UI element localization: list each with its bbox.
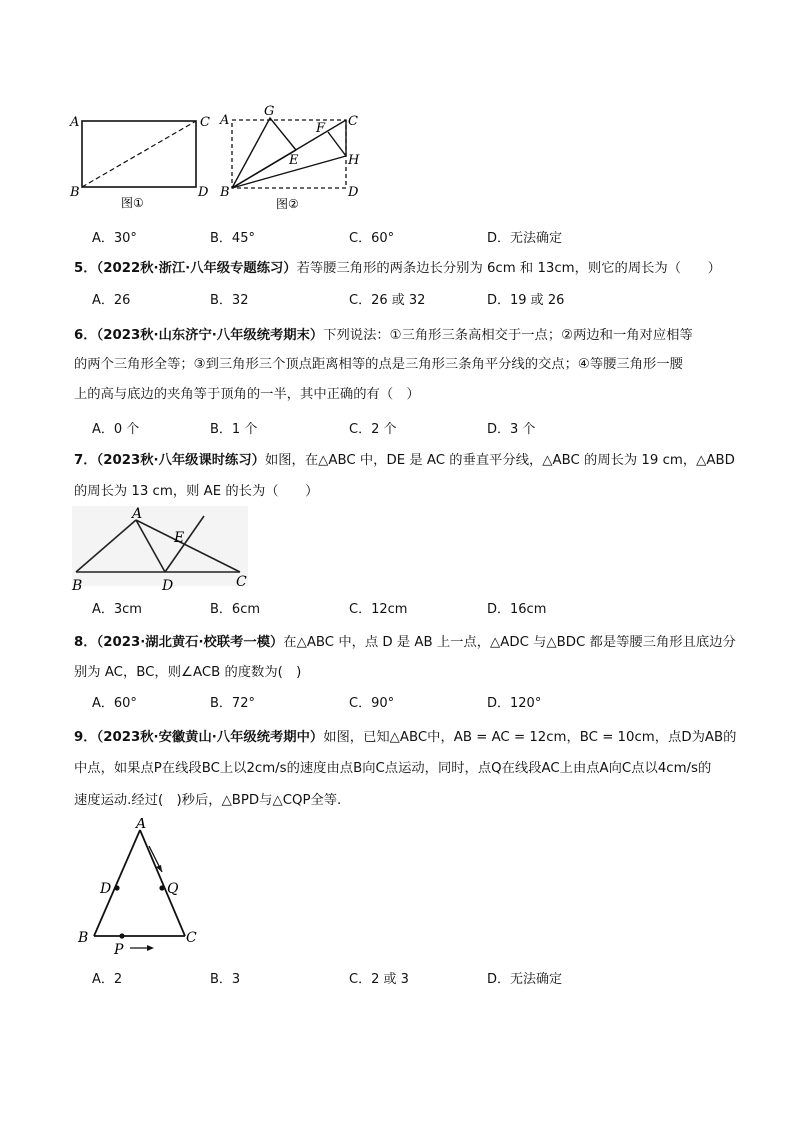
q4-option-a[interactable]: A．30°: [92, 231, 137, 246]
q7-triangle-figure: [70, 504, 260, 596]
q6-option-c[interactable]: C．2 个: [349, 422, 397, 437]
q6-stem-line-2: [74, 355, 683, 375]
fig1-caption: 图①: [121, 196, 144, 210]
q4-options: [92, 230, 732, 248]
q7-option-b[interactable]: B．6cm: [210, 602, 261, 617]
q9-number: 9．: [74, 730, 97, 745]
q6-stem-line-1: [74, 326, 693, 346]
q9-options: [92, 971, 732, 989]
q8-option-b[interactable]: B．72°: [210, 696, 255, 711]
q8-options: [92, 695, 732, 713]
fig1-label-C: C: [200, 115, 210, 130]
q6-source: （2023秋·山东济宁·八年级统考期末）: [96, 328, 324, 343]
q8-number: 8．: [74, 635, 97, 650]
q7-source: （2023秋·八年级课时练习）: [96, 453, 265, 468]
q9-point-D: [114, 885, 119, 890]
fig2-label-G: G: [264, 104, 275, 119]
q5-option-b[interactable]: B．32: [210, 293, 249, 308]
q9-label-C: C: [186, 930, 197, 946]
fig2-label-F: F: [316, 121, 326, 136]
q6-options: [92, 421, 732, 439]
q8-stem-line-2: [74, 663, 301, 683]
q7-option-c[interactable]: C．12cm: [349, 602, 408, 617]
q9-label-P: P: [114, 942, 124, 958]
q8-text-2: 别为 AC，BC，则∠ACB 的度数为( ): [74, 665, 302, 680]
q7-text-2: 的周长为 13 cm，则 AE 的长为（ ）: [74, 484, 319, 499]
q8-stem-line-1: [74, 633, 736, 653]
q8-option-d[interactable]: D．120°: [487, 696, 542, 711]
q4-option-d[interactable]: D．无法确定: [487, 231, 563, 246]
fig2-label-C: C: [348, 114, 358, 129]
fig1-label-B: B: [70, 185, 80, 200]
q7-label-C: C: [236, 574, 247, 590]
q4-option-c[interactable]: C．60°: [349, 231, 395, 246]
q5-options: [92, 292, 732, 310]
figure-1-rectangle: [66, 108, 216, 212]
q7-option-a[interactable]: A．3cm: [92, 602, 142, 617]
fig2-label-E: E: [289, 153, 299, 168]
q5-text: 若等腰三角形的两条边长分别为 6cm 和 13cm，则它的周长为（ ）: [296, 261, 721, 276]
q9-label-B: B: [78, 930, 89, 946]
q5-option-a[interactable]: A．26: [92, 293, 131, 308]
q9-text-3: 速度运动.经过( )秒后，△BPD与△CQP全等.: [74, 793, 342, 808]
q9-text-2: 中点，如果点P在线段BC上以2cm/s的速度由点B向C点运动，同时，点Q在线段AC上由点A向C点以4cm/s的: [74, 761, 712, 776]
q7-number: 7．: [74, 453, 97, 468]
q9-option-b[interactable]: B．3: [210, 972, 241, 987]
q6-option-b[interactable]: B．1 个: [210, 422, 258, 437]
q9-arrow-B-to-C: [147, 945, 154, 951]
q6-text-3: 上的高与底边的夹角等于顶角的一半，其中正确的有（ ）: [74, 387, 420, 402]
q9-label-D: D: [100, 881, 112, 897]
q9-stem-line-1: [74, 728, 736, 748]
fig2-label-H: H: [348, 153, 360, 168]
fig1-label-A: A: [70, 115, 80, 130]
q7-text-1: 如图，在△ABC 中，DE 是 AC 的垂直平分线，△ABC 的周长为 19 cm，△ABD: [264, 453, 735, 468]
q7-label-B: B: [72, 578, 83, 594]
q9-isosceles-triangle-figure: [70, 818, 210, 958]
q9-label-A: A: [136, 818, 147, 832]
q8-option-c[interactable]: C．90°: [349, 696, 395, 711]
q6-stem-line-3: [74, 385, 420, 405]
q5-stem: [74, 259, 721, 279]
fig2-caption: 图②: [276, 197, 299, 211]
q9-text-1: 如图，已知△ABC中，AB = AC = 12cm，BC = 10cm，点D为AB的: [323, 730, 737, 745]
q4-option-b[interactable]: B．45°: [210, 231, 255, 246]
q5-number: 5．: [74, 261, 97, 276]
q8-source: （2023·湖北黄石·校联考一模）: [96, 635, 284, 650]
q7-option-d[interactable]: D．16cm: [487, 602, 547, 617]
q6-text-2: 的两个三角形全等；③到三角形三个顶点距离相等的点是三角形三条角平分线的交点；④等腰三角形一腰: [74, 357, 683, 372]
q5-option-d[interactable]: D．19 或 26: [487, 293, 565, 308]
q7-label-A: A: [132, 506, 143, 522]
q5-option-c[interactable]: C．26 或 32: [349, 293, 426, 308]
fig2-label-A: A: [220, 113, 230, 128]
q6-option-a[interactable]: A．0 个: [92, 422, 140, 437]
q7-stem-line-2: [74, 482, 318, 502]
q6-text-1: 下列说法：①三角形三条高相交于一点；②两边和一角对应相等: [323, 328, 693, 343]
q6-option-d[interactable]: D．3 个: [487, 422, 536, 437]
q7-label-D: D: [162, 578, 174, 594]
q8-option-a[interactable]: A．60°: [92, 696, 137, 711]
q9-point-P: [119, 933, 124, 938]
fig2-label-D: D: [348, 185, 359, 200]
fig2-label-B: B: [220, 185, 230, 200]
q7-options: [92, 601, 732, 619]
q9-option-c[interactable]: C．2 或 3: [349, 972, 409, 987]
fig1-label-D: D: [198, 185, 209, 200]
q9-source: （2023秋·安徽黄山·八年级统考期中）: [96, 730, 324, 745]
q6-number: 6．: [74, 328, 97, 343]
q9-option-a[interactable]: A．2: [92, 972, 123, 987]
q9-point-Q: [159, 885, 164, 890]
q7-label-E: E: [174, 530, 185, 546]
q9-label-Q: Q: [167, 881, 179, 897]
q9-option-d[interactable]: D．无法确定: [487, 972, 563, 987]
q8-text-1: 在△ABC 中，点 D 是 AB 上一点，△ADC 与△BDC 都是等腰三角形且底边分: [283, 635, 736, 650]
figure-2-folded-rectangle: [216, 100, 366, 212]
q5-source: （2022秋·浙江·八年级专题练习）: [96, 261, 297, 276]
q9-stem-line-3: [74, 791, 341, 811]
q9-stem-line-2: [74, 759, 711, 779]
q7-stem-line-1: [74, 451, 735, 471]
